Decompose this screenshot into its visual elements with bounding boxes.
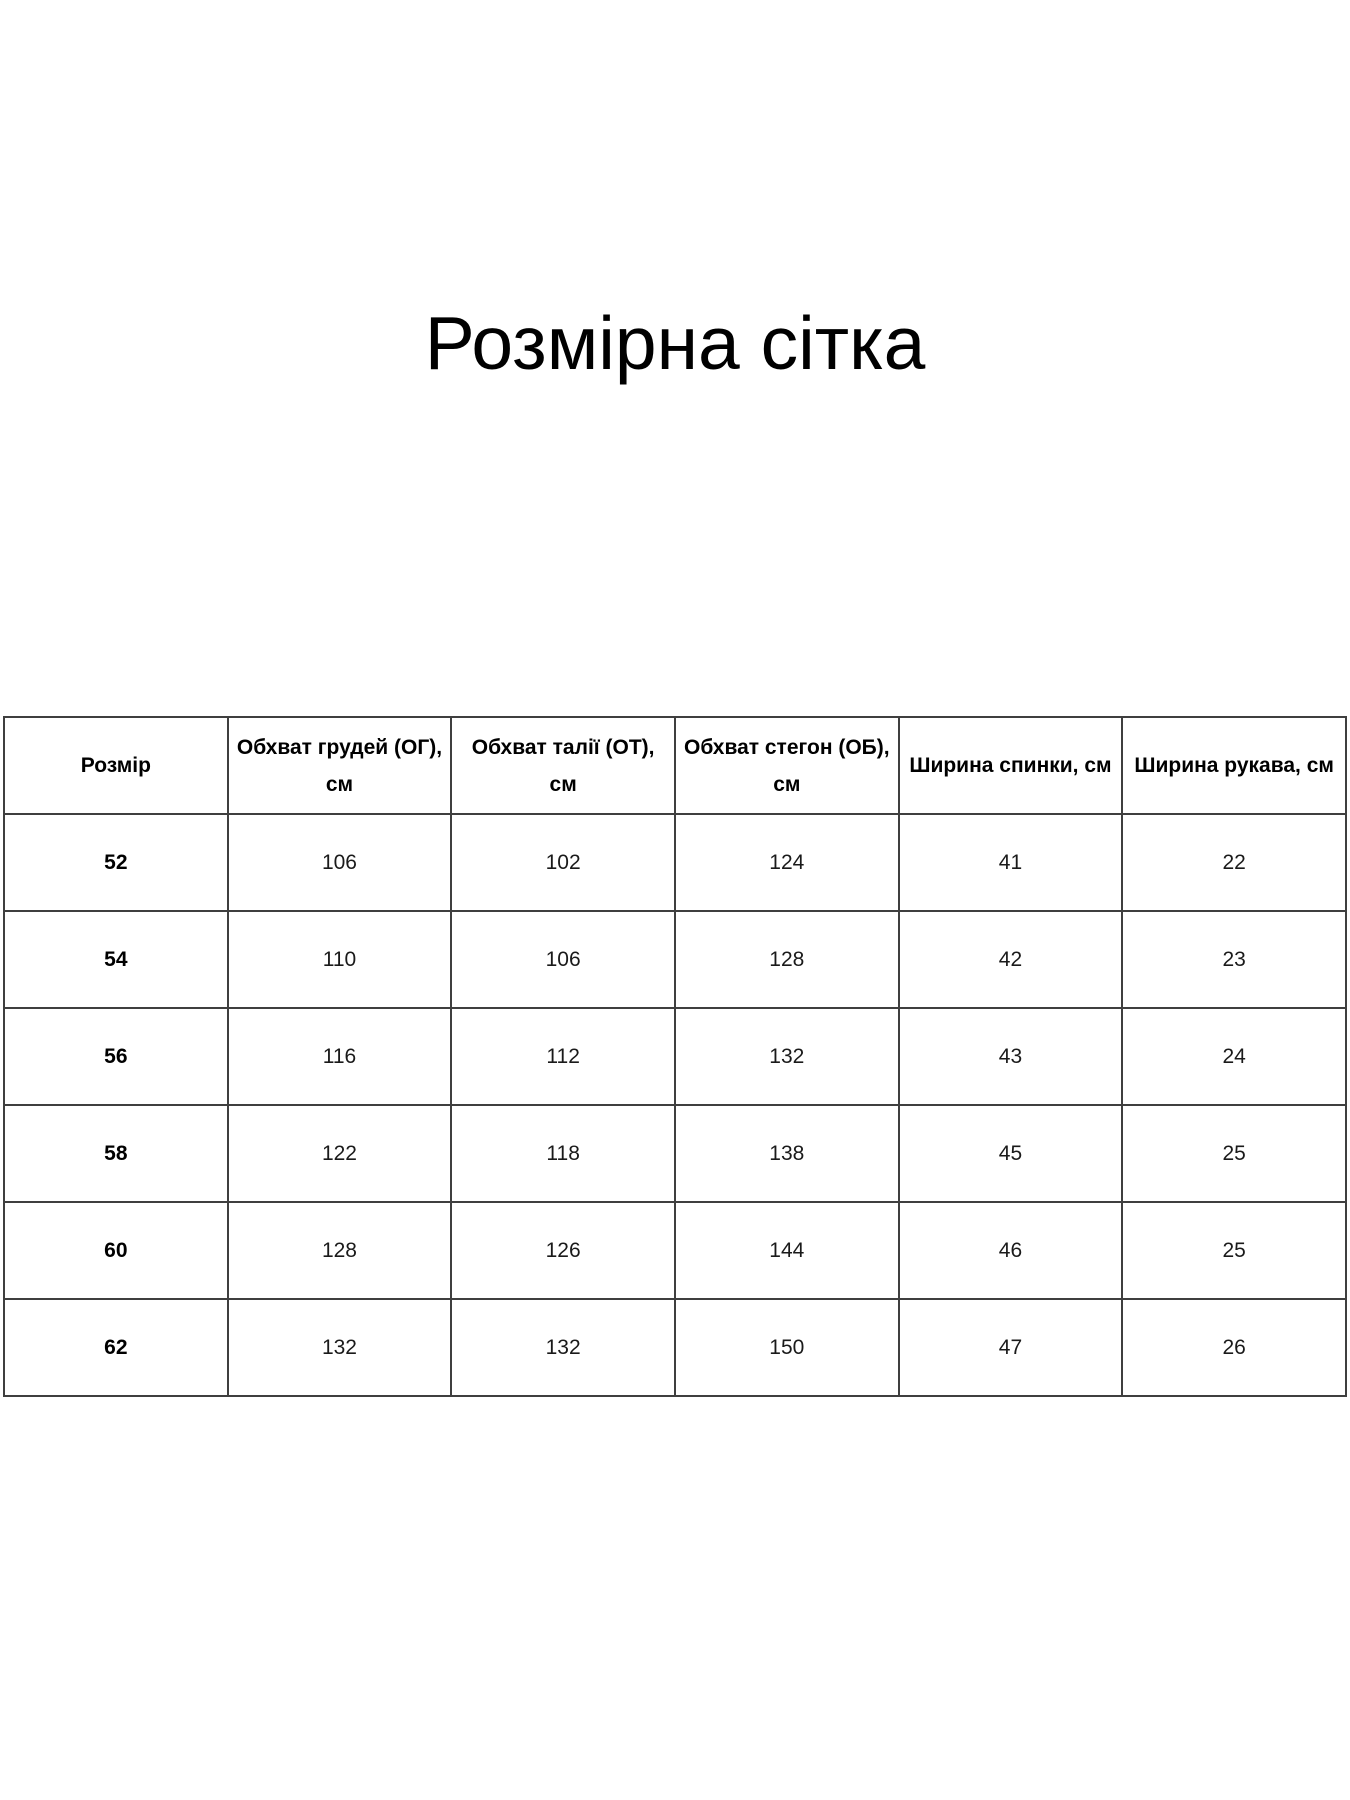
value-cell-waist: 112 [451,1008,675,1105]
table-row [4,1008,1346,1105]
header-row [4,717,1346,814]
table-row [4,1299,1346,1396]
column-header-hips [675,717,899,814]
column-header-line: Обхват стегон (ОБ), [683,735,890,759]
page-title: Розмірна сітка [424,301,926,386]
value-cell-back-width: 47 [899,1299,1123,1396]
column-header-line: см [325,772,354,796]
value-cell-waist: 126 [451,1202,675,1299]
column-header-line: см [549,772,577,796]
table-row [4,814,1346,911]
value-cell-back-width: 41 [899,814,1123,911]
column-header-waist [451,717,675,814]
column-header-line: Обхват талії (ОТ), [471,735,655,759]
size-chart-body [4,814,1346,1396]
value-cell-waist: 102 [451,814,675,911]
value-cell-chest: 132 [228,1299,452,1396]
value-cell-hips: 124 [675,814,899,911]
value-cell-chest: 110 [228,911,452,1008]
size-cell: 58 [4,1105,228,1202]
size-cell: 60 [4,1202,228,1299]
table-row [4,1202,1346,1299]
value-cell-hips: 128 [675,911,899,1008]
value-cell-hips: 150 [675,1299,899,1396]
value-cell-sleeve-width: 24 [1122,1008,1346,1105]
column-header-line: Обхват грудей (ОГ), [236,735,443,759]
value-cell-hips: 144 [675,1202,899,1299]
value-cell-sleeve-width: 22 [1122,814,1346,911]
value-cell-back-width: 45 [899,1105,1123,1202]
value-cell-chest: 128 [228,1202,452,1299]
value-cell-back-width: 42 [899,911,1123,1008]
size-chart-table [3,716,1347,1397]
value-cell-hips: 138 [675,1105,899,1202]
value-cell-sleeve-width: 23 [1122,911,1346,1008]
size-cell: 62 [4,1299,228,1396]
column-header-size [4,717,228,814]
value-cell-back-width: 43 [899,1008,1123,1105]
table-row [4,911,1346,1008]
column-header-back-width [899,717,1123,814]
value-cell-sleeve-width: 25 [1122,1202,1346,1299]
column-header-line: см [773,772,801,796]
value-cell-chest: 116 [228,1008,452,1105]
size-chart-header [4,717,1346,814]
value-cell-waist: 132 [451,1299,675,1396]
value-cell-sleeve-width: 26 [1122,1299,1346,1396]
size-cell: 56 [4,1008,228,1105]
column-header-line: Ширина спинки, см [909,754,1112,777]
table-row [4,1105,1346,1202]
size-cell: 52 [4,814,228,911]
value-cell-chest: 106 [228,814,452,911]
column-header-chest [228,717,452,814]
size-cell: 54 [4,911,228,1008]
value-cell-waist: 118 [451,1105,675,1202]
value-cell-hips: 132 [675,1008,899,1105]
value-cell-sleeve-width: 25 [1122,1105,1346,1202]
column-header-line: Розмір [80,754,151,777]
value-cell-chest: 122 [228,1105,452,1202]
value-cell-waist: 106 [451,911,675,1008]
column-header-line: Ширина рукава, см [1134,754,1334,777]
column-header-sleeve-width [1122,717,1346,814]
value-cell-back-width: 46 [899,1202,1123,1299]
